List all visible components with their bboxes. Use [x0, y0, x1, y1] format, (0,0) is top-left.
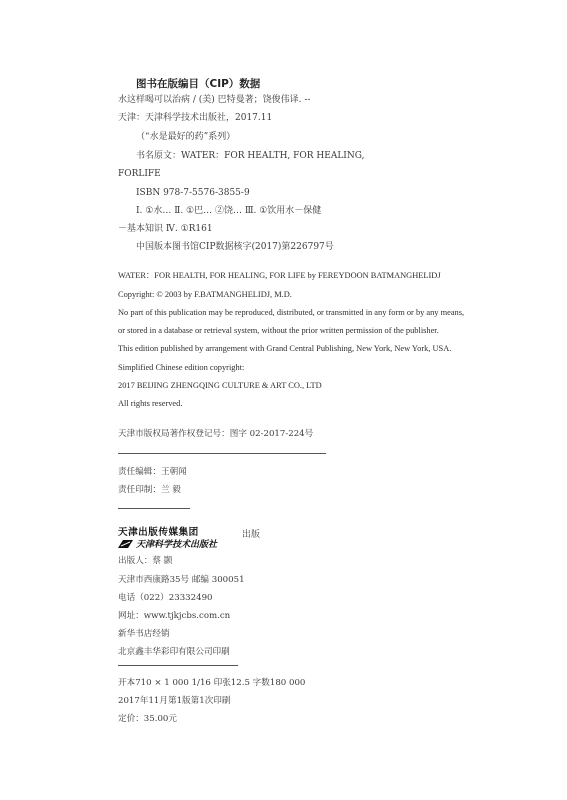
copyright-original-title: WATER：FOR HEALTH, FOR HEALING, FOR LIFE by FEREYDOON BATMANGHELIDJ	[118, 271, 441, 280]
responsible-printing: 责任印制：兰 毅	[118, 485, 181, 495]
distributor: 新华书店经销	[118, 629, 170, 639]
divider-rule	[118, 453, 326, 454]
cip-line-isbn: ISBN 978-7-5576-3855-9	[136, 188, 250, 198]
chinese-edition-heading: Simplified Chinese edition copyright:	[118, 363, 245, 372]
cip-line-original-title: 书名原文：WATER：FOR HEALTH, FOR HEALING,	[136, 151, 365, 161]
publisher-logo	[118, 524, 260, 550]
edition-arrangement: This edition published by arrangement with Grand Central Publishing, New York, New York, USA.	[118, 344, 452, 353]
chinese-edition-holder: 2017 BEIJING ZHENGQING CULTURE & ART CO., LTD	[118, 381, 322, 390]
book-price: 定价：35.00元	[118, 714, 177, 724]
responsible-editor: 责任编辑：王朝闻	[118, 467, 187, 477]
publisher-address: 天津市西康路35号 邮编 300051	[118, 575, 245, 585]
cip-line-title-author: 水这样喝可以治病 / (美) 巴特曼著；饶俊伟译. --	[118, 95, 311, 105]
book-format: 开本710 × 1 000 1/16 印张12.5 字数180 000	[118, 678, 306, 688]
cip-line-series: （“水是最好的药”系列）	[136, 132, 236, 142]
publisher-name: 天津科学技术出版社	[136, 540, 218, 550]
cip-line-classification: Ⅰ. ①水… Ⅱ. ①巴… ②饶… Ⅲ. ①饮用水－保健	[136, 206, 322, 216]
rights-statement-1: No part of this publication may be reproduced, distributed, or transmitted in any form or by any means,	[118, 308, 465, 317]
all-rights-reserved: All rights reserved.	[118, 399, 183, 408]
cip-line-classification-2: －基本知识 Ⅳ. ①R161	[118, 224, 213, 234]
cip-line-original-title-2: FORLIFE	[118, 169, 161, 179]
cip-line-publisher: 天津：天津科学技术出版社，2017.11	[118, 113, 273, 123]
publisher-person: 出版人：蔡 颢	[118, 556, 173, 566]
publisher-logo-icon	[118, 540, 133, 548]
publisher-label: 出版	[242, 530, 261, 540]
divider-rule	[118, 508, 190, 509]
divider-rule	[118, 665, 238, 666]
printing-edition: 2017年11月第1版第1次印刷	[118, 696, 231, 706]
copyright-notice: Copyright: © 2003 by F.BATMANGHELIDJ, M.D.	[118, 290, 292, 299]
cip-line-data-number: 中国版本图书馆CIP数据核字(2017)第226797号	[136, 242, 334, 252]
publisher-phone: 电话（022）23332490	[118, 593, 213, 603]
copyright-registration: 天津市版权局著作权登记号：图字 02-2017-224号	[118, 429, 314, 439]
cip-title: 图书在版编目（CIP）数据	[136, 78, 261, 90]
publisher-website: 网址：www.tjkjcbs.com.cn	[118, 611, 231, 621]
rights-statement-2: or stored in a database or retrieval system, without the prior written permission of the publisher.	[118, 326, 439, 335]
printer: 北京鑫丰华彩印有限公司印刷	[118, 647, 230, 657]
publisher-group-name: 天津出版传媒集团	[118, 527, 199, 538]
